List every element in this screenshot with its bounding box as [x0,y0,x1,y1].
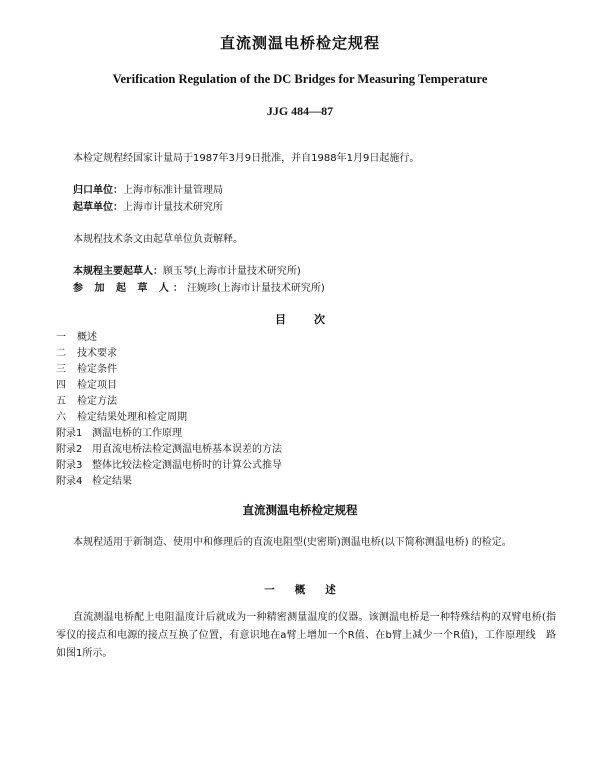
toc-item[interactable]: 五 检定方法 [56,396,117,407]
approval-note: 本检定规程经国家计量局于1987年3月9日批准，并自1988年1月9日起施行。 [73,153,420,164]
participant-drafter-label: 参 加 起 草 人： [73,283,187,294]
drafting-unit-value: 上海市计量技术研究所 [123,202,223,213]
toc-appendix[interactable]: 附录1 测温电桥的工作原理 [56,428,182,439]
toc-heading-left: 目 [275,313,286,326]
toc-item[interactable]: 六 检定结果处理和检定周期 [56,412,187,423]
drafting-unit [73,201,223,215]
subsection-number: 一 [264,584,275,596]
toc-appendix[interactable]: 附录3 整体比较法检定测温电桥时的计算公式推导 [56,460,282,471]
toc-heading-right: 次 [314,313,325,326]
participant-drafter [73,282,325,296]
responsible-unit-value: 上海市标准计量管理局 [123,185,223,196]
page-title: 直流测温电桥检定规程 [219,34,380,52]
regulation-code: JJG 484—87 [266,104,334,118]
subsection-title [0,582,600,597]
main-drafter-value: 顾玉琴(上海市计量技术研究所) [163,266,301,277]
toc-item[interactable]: 四 检定项目 [56,380,117,391]
toc-item[interactable]: 二 技术要求 [56,348,117,359]
subsection-title-left: 概 [294,584,306,596]
responsible-unit [73,184,223,198]
interpretation-note: 本规程技术条文由起草单位负责解释。 [73,234,243,245]
overview-paragraph: 直流测温电桥配上电阻温度计后就成为一种精密测量温度的仪器。该测温电桥是一种特殊结构的双臂电桥(指零仪的接点和电源的接点互换了位置，有意识地在a臂上增加一个R值、在b臂上减少一个R值)，工作原理线 路如图1所示。 [56,612,556,659]
participant-drafter-value: 汪婉珍(上海市计量技术研究所) [186,283,325,294]
main-drafter [73,265,301,279]
subsection-title-right: 述 [325,584,336,596]
responsible-unit-label: 归口单位： [73,185,123,196]
main-drafter-label: 本规程主要起草人： [73,266,163,277]
toc-item[interactable]: 三 检定条件 [56,364,117,375]
english-title: Verification Regulation of the DC Bridges for Measuring Temperature [112,72,488,86]
toc-appendix[interactable]: 附录2 用直流电桥法检定测温电桥基本误差的方法 [56,444,282,455]
scope-paragraph: 本规程适用于新制造、使用中和修理后的直流电阻型(史密斯)测温电桥(以下简称测温电桥) 的检定。 [73,537,512,548]
drafting-unit-label: 起草单位： [73,202,123,213]
toc-item[interactable]: 一 概述 [56,332,97,343]
toc-heading [0,311,600,327]
section-title: 直流测温电桥检定规程 [242,503,358,517]
toc-appendix[interactable]: 附录4 检定结果 [56,476,132,487]
